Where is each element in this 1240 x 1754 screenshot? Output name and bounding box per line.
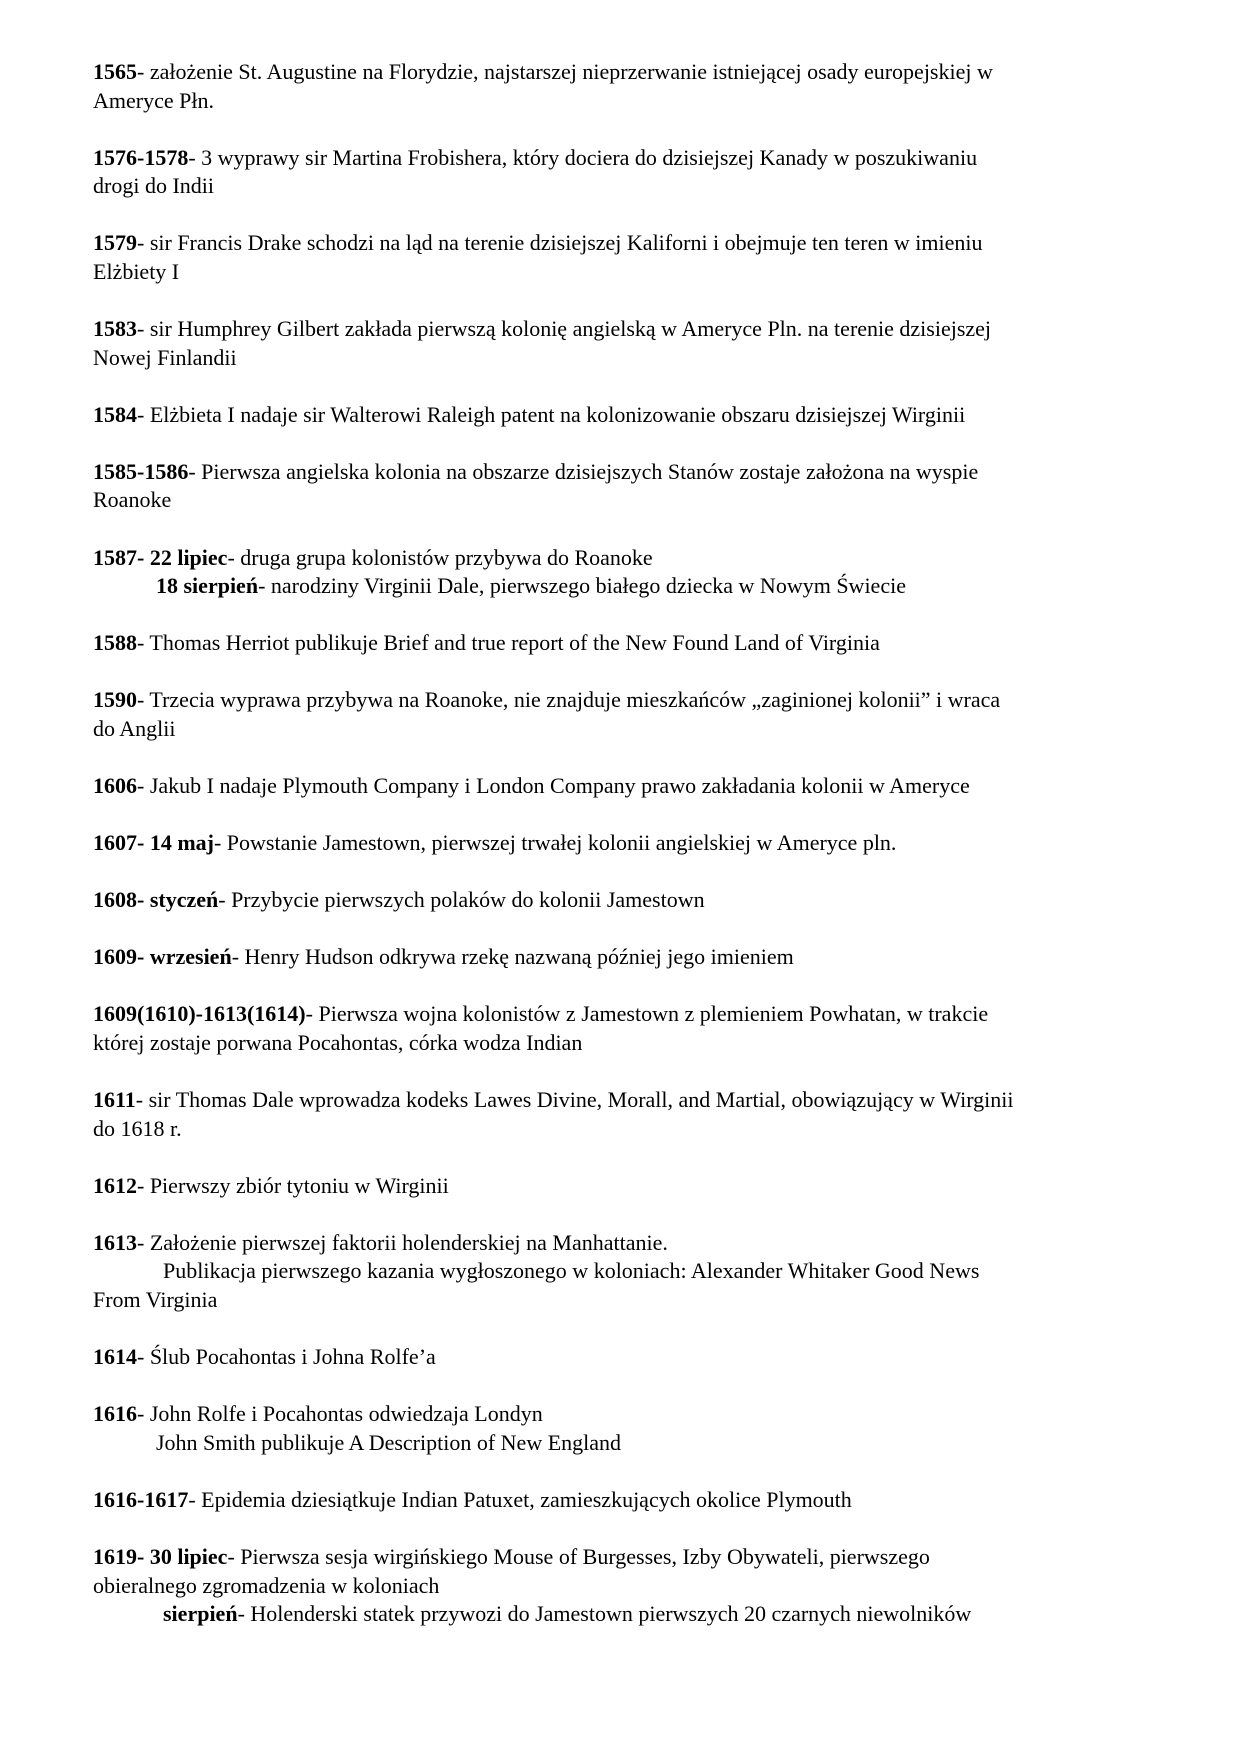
entry-date: 1608- styczeń [93,887,219,913]
entry-text: - sir Thomas Dale wprowadza kodeks Lawes Divine, Morall, and Martial, obowiązujący w Wirginii [135,1087,1014,1113]
entry-text: - 3 wyprawy sir Martina Frobishera, który dociera do dzisiejszej Kanady w poszukiwaniu [188,144,978,170]
entry-line [93,1029,1155,1058]
entry-text: - Thomas Herriot publikuje Brief and true report of the New Found Land of Virginia [137,630,880,656]
timeline-entry [93,1229,1155,1315]
entry-text: - Powstanie Jamestown, pierwszej trwałej kolonii angielskiej w Ameryce pln. [213,830,897,856]
entry-text: - narodziny Virginii Dale, pierwszego białego dziecka w Nowym Świecie [258,573,906,599]
entry-line [93,715,1155,744]
entry-text: - Jakub I nadaje Plymouth Company i London Company prawo zakładania kolonii w Ameryce [137,773,970,798]
entry-date: 1583 [93,316,137,342]
entry-line [93,1172,1155,1201]
entry-line [93,1229,1155,1258]
entry-line [93,1257,1155,1286]
entry-line [93,486,1155,515]
entry-text: do Anglii [93,715,176,741]
entry-line [93,258,1155,287]
entry-line [93,544,1155,573]
entry-line [93,1429,1155,1458]
entry-text: - Elżbieta I nadaje sir Walterowi Raleigh patent na kolonizowanie obszaru dzisiejszej Wirginii [137,401,966,427]
entry-date: 1607- 14 maj [93,830,214,856]
entry-line [93,886,1155,915]
entry-line [93,1086,1155,1115]
entry-date: sierpień [163,1601,238,1627]
timeline-entry [93,544,1155,601]
entry-line [93,87,1155,116]
entry-line [93,315,1155,344]
timeline-entry [93,829,1155,858]
timeline-entry [93,943,1155,972]
entry-line [93,1115,1155,1144]
timeline-entry [93,1400,1155,1457]
entry-text: - Epidemia dziesiątkuje Indian Patuxet, zamieszkujących okolice Plymouth [188,1486,852,1512]
entry-text: Elżbiety I [93,258,180,284]
entry-text: From Virginia [93,1287,218,1313]
timeline-entry [93,1543,1155,1629]
timeline-entry [93,1486,1155,1515]
entry-date: 1619- 30 lipiec [93,1544,228,1569]
entry-date: 1616 [93,1401,137,1427]
entry-line [93,1343,1155,1372]
entry-text: - Henry Hudson odkrywa rzekę nazwaną później jego imieniem [231,944,794,970]
entry-line [93,144,1155,173]
timeline-entry [93,229,1155,286]
entry-text: John Smith publikuje A Description of New England [156,1429,622,1455]
entry-text: której zostaje porwana Pocahontas, córka wodza Indian [93,1029,583,1055]
entry-text: drogi do Indii [93,173,214,199]
timeline-entry [93,886,1155,915]
entry-text: - Pierwsza sesja wirgińskiego Mouse of Burgesses, Izby Obywateli, pierwszego [227,1544,930,1569]
entry-line [93,1543,1155,1572]
entry-text: - druga grupa kolonistów przybywa do Roanoke [227,544,653,570]
entry-text: - Pierwsza wojna kolonistów z Jamestown z plemieniem Powhatan, w trakcie [305,1001,989,1027]
entry-text: - John Rolfe i Pocahontas odwiedzaja Londyn [137,1401,543,1427]
entry-line [93,1286,1155,1315]
entry-text: Roanoke [93,487,172,513]
entry-text: - Założenie pierwszej faktorii holenderskiej na Manhattanie. [137,1229,668,1255]
entry-text: obieralnego zgromadzenia w koloniach [93,1572,440,1598]
timeline-entry [93,458,1155,515]
entry-line [93,1486,1155,1515]
entry-line [93,1000,1155,1029]
entry-line [93,401,1155,430]
entry-text: - Przybycie pierwszych polaków do kolonii Jamestown [218,887,705,913]
entry-text: - sir Humphrey Gilbert zakłada pierwszą kolonię angielską w Ameryce Pln. na terenie dzisiejszej [137,316,992,342]
entry-date: 1611 [93,1087,136,1113]
entry-date: 1588 [93,630,137,656]
entry-line [93,172,1155,201]
entry-date: 1587- 22 lipiec [93,544,228,570]
entry-line [93,572,1155,601]
timeline-entry [93,772,1155,801]
timeline-entry [93,1000,1155,1057]
entry-line [93,943,1155,972]
timeline-entry [93,401,1155,430]
entry-line [93,229,1155,258]
entry-line [93,458,1155,487]
entry-text: - założenie St. Augustine na Florydzie, najstarszej nieprzerwanie istniejącej osady europejskiej w [137,59,993,84]
entry-line [93,686,1155,715]
entry-date: 1609- wrzesień [93,944,232,970]
entry-line [93,772,1155,801]
entry-text: - Trzecia wyprawa przybywa na Roanoke, nie znajduje mieszkańców „zaginionej kolonii” i wraca [137,687,1001,713]
timeline-entry [93,1086,1155,1143]
timeline-entry [93,1172,1155,1201]
entry-date: 1614 [93,1344,137,1370]
timeline-entry [93,686,1155,743]
timeline-entry [93,315,1155,372]
entry-date: 1565 [93,59,137,84]
entry-line [93,1572,1155,1601]
timeline-entry [93,144,1155,201]
entry-text: Ameryce Płn. [93,87,214,113]
entry-date: 1590 [93,687,137,713]
entry-text: Nowej Finlandii [93,344,237,370]
entry-text: Publikacja pierwszego kazania wygłoszonego w koloniach: Alexander Whitaker Good News [163,1258,980,1284]
entry-line [93,1600,1155,1629]
entry-line [93,829,1155,858]
entry-date: 1609(1610)-1613(1614) [93,1001,306,1027]
entry-date: 1584 [93,401,137,427]
timeline-entry [93,629,1155,658]
timeline-entry [93,58,1155,115]
timeline-entry [93,1343,1155,1372]
entry-date: 1616-1617 [93,1486,189,1512]
entry-line [93,629,1155,658]
entry-text: do 1618 r. [93,1115,182,1141]
entry-text: - Pierwszy zbiór tytoniu w Wirginii [137,1172,449,1198]
entry-date: 1576-1578 [93,144,189,170]
entry-line [93,1400,1155,1429]
entry-date: 1585-1586 [93,458,189,484]
entry-text: - Pierwsza angielska kolonia na obszarze dzisiejszych Stanów zostaje założona na wyspie [188,458,979,484]
entry-text: - Holenderski statek przywozi do Jamestown pierwszych 20 czarnych niewolników [237,1601,972,1627]
timeline-document [93,58,1155,1657]
entry-line [93,58,1155,87]
entry-date: 18 sierpień [156,573,259,599]
entry-date: 1613 [93,1229,137,1255]
entry-date: 1612 [93,1172,137,1198]
entry-text: - sir Francis Drake schodzi na ląd na terenie dzisiejszej Kaliforni i obejmuje ten teren w imieniu [137,230,983,256]
entry-date: 1606 [93,773,137,798]
entry-date: 1579 [93,230,137,256]
entry-text: - Ślub Pocahontas i Johna Rolfe’a [137,1344,436,1370]
entry-line [93,344,1155,373]
